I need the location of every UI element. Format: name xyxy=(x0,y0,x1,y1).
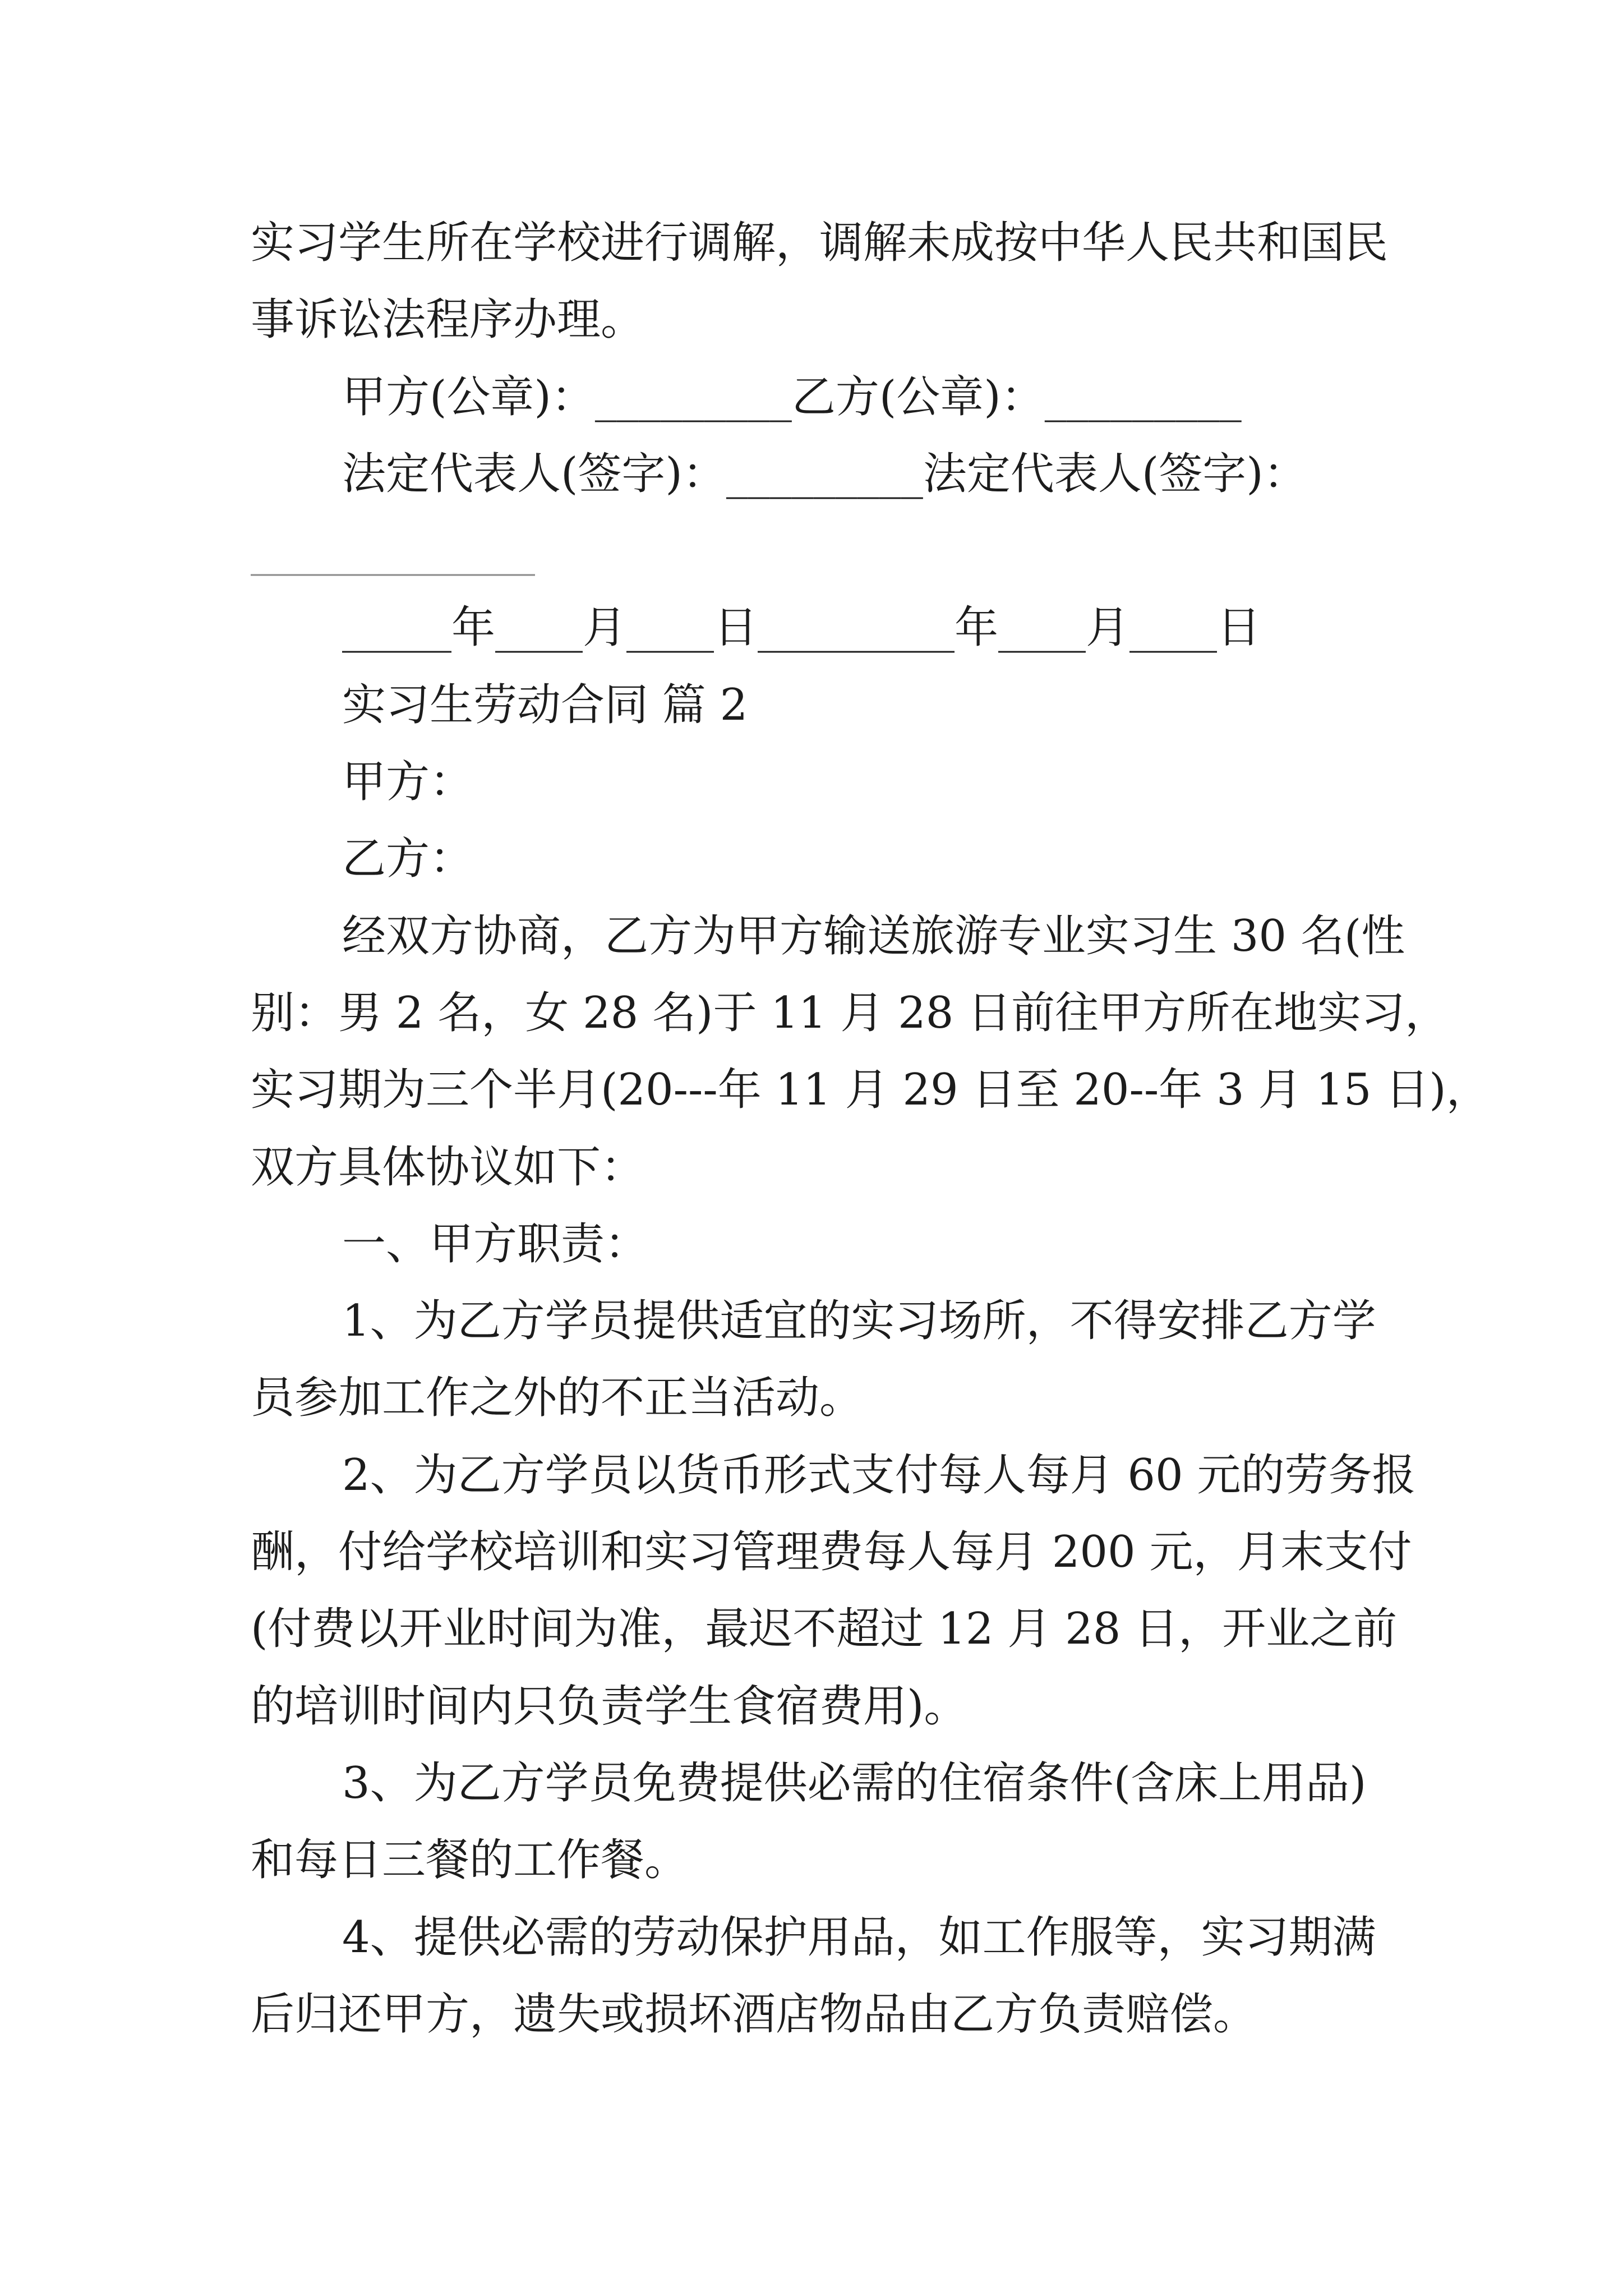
text-line: 经双方协商，乙方为甲方输送旅游专业实习生 30 名(性 xyxy=(342,910,1405,961)
signature-block xyxy=(251,359,1556,667)
clause-4 xyxy=(251,1899,1556,2054)
intro-paragraph xyxy=(251,898,1556,1206)
party-b-label: 乙方： xyxy=(342,834,474,885)
text-line: 事诉讼法程序办理。 xyxy=(251,295,645,346)
text-line: 员参加工作之外的不正当活动。 xyxy=(251,1373,864,1424)
text-line: 和每日三餐的工作餐。 xyxy=(251,1835,689,1886)
section-title: 实习生劳动合同 篇 2 xyxy=(342,679,748,730)
party-a-label: 甲方： xyxy=(342,757,474,808)
duties-heading: 一、甲方职责： xyxy=(342,1218,649,1269)
text-line: (付费以开业时间为准，最迟不超过 12 月 28 日，开业之前 xyxy=(251,1604,1398,1655)
clause-3 xyxy=(251,1745,1556,1899)
seal-signature-line: 甲方(公章)：_________乙方(公章)：_________ xyxy=(342,371,1242,422)
text-line: 实习期为三个半月(20---年 11 月 29 日至 20--年 3 月 15 日)， xyxy=(251,1065,1490,1116)
representative-signature-blank: _____________ xyxy=(251,526,535,577)
text-line: 实习学生所在学校进行调解，调解未成按中华人民共和国民 xyxy=(251,218,1389,268)
text-line: 1、为乙方学员提供适宜的实习场所，不得安排乙方学 xyxy=(342,1296,1376,1347)
preceding-clause xyxy=(251,205,1556,359)
text-line: 2、为乙方学员以货币形式支付每人每月 60 元的劳务报 xyxy=(342,1450,1416,1501)
text-line: 3、为乙方学员免费提供必需的住宿条件(含床上用品) xyxy=(342,1757,1367,1809)
text-line: 双方具体协议如下： xyxy=(251,1142,645,1193)
clause-2 xyxy=(251,1437,1556,1745)
signature-date-line: _____年____月____日_________年____月____日 xyxy=(342,602,1261,654)
representative-signature-line: 法定代表人(签字)：_________法定代表人(签字)： xyxy=(342,448,1307,499)
text-line: 酬，付给学校培训和实习管理费每人每月 200 元，月末支付 xyxy=(251,1527,1412,1578)
text-line: 的培训时间内只负责学生食宿费用)。 xyxy=(251,1681,968,1732)
text-line: 别：男 2 名，女 28 名)于 11 月 28 日前往甲方所在地实习， xyxy=(251,987,1449,1038)
clause-1 xyxy=(251,1283,1556,1437)
text-line: 后归还甲方，遗失或损坏酒店物品由乙方负责赔偿。 xyxy=(251,1989,1257,2040)
text-line: 4、提供必需的劳动保护用品，如工作服等，实习期满 xyxy=(342,1912,1376,1963)
